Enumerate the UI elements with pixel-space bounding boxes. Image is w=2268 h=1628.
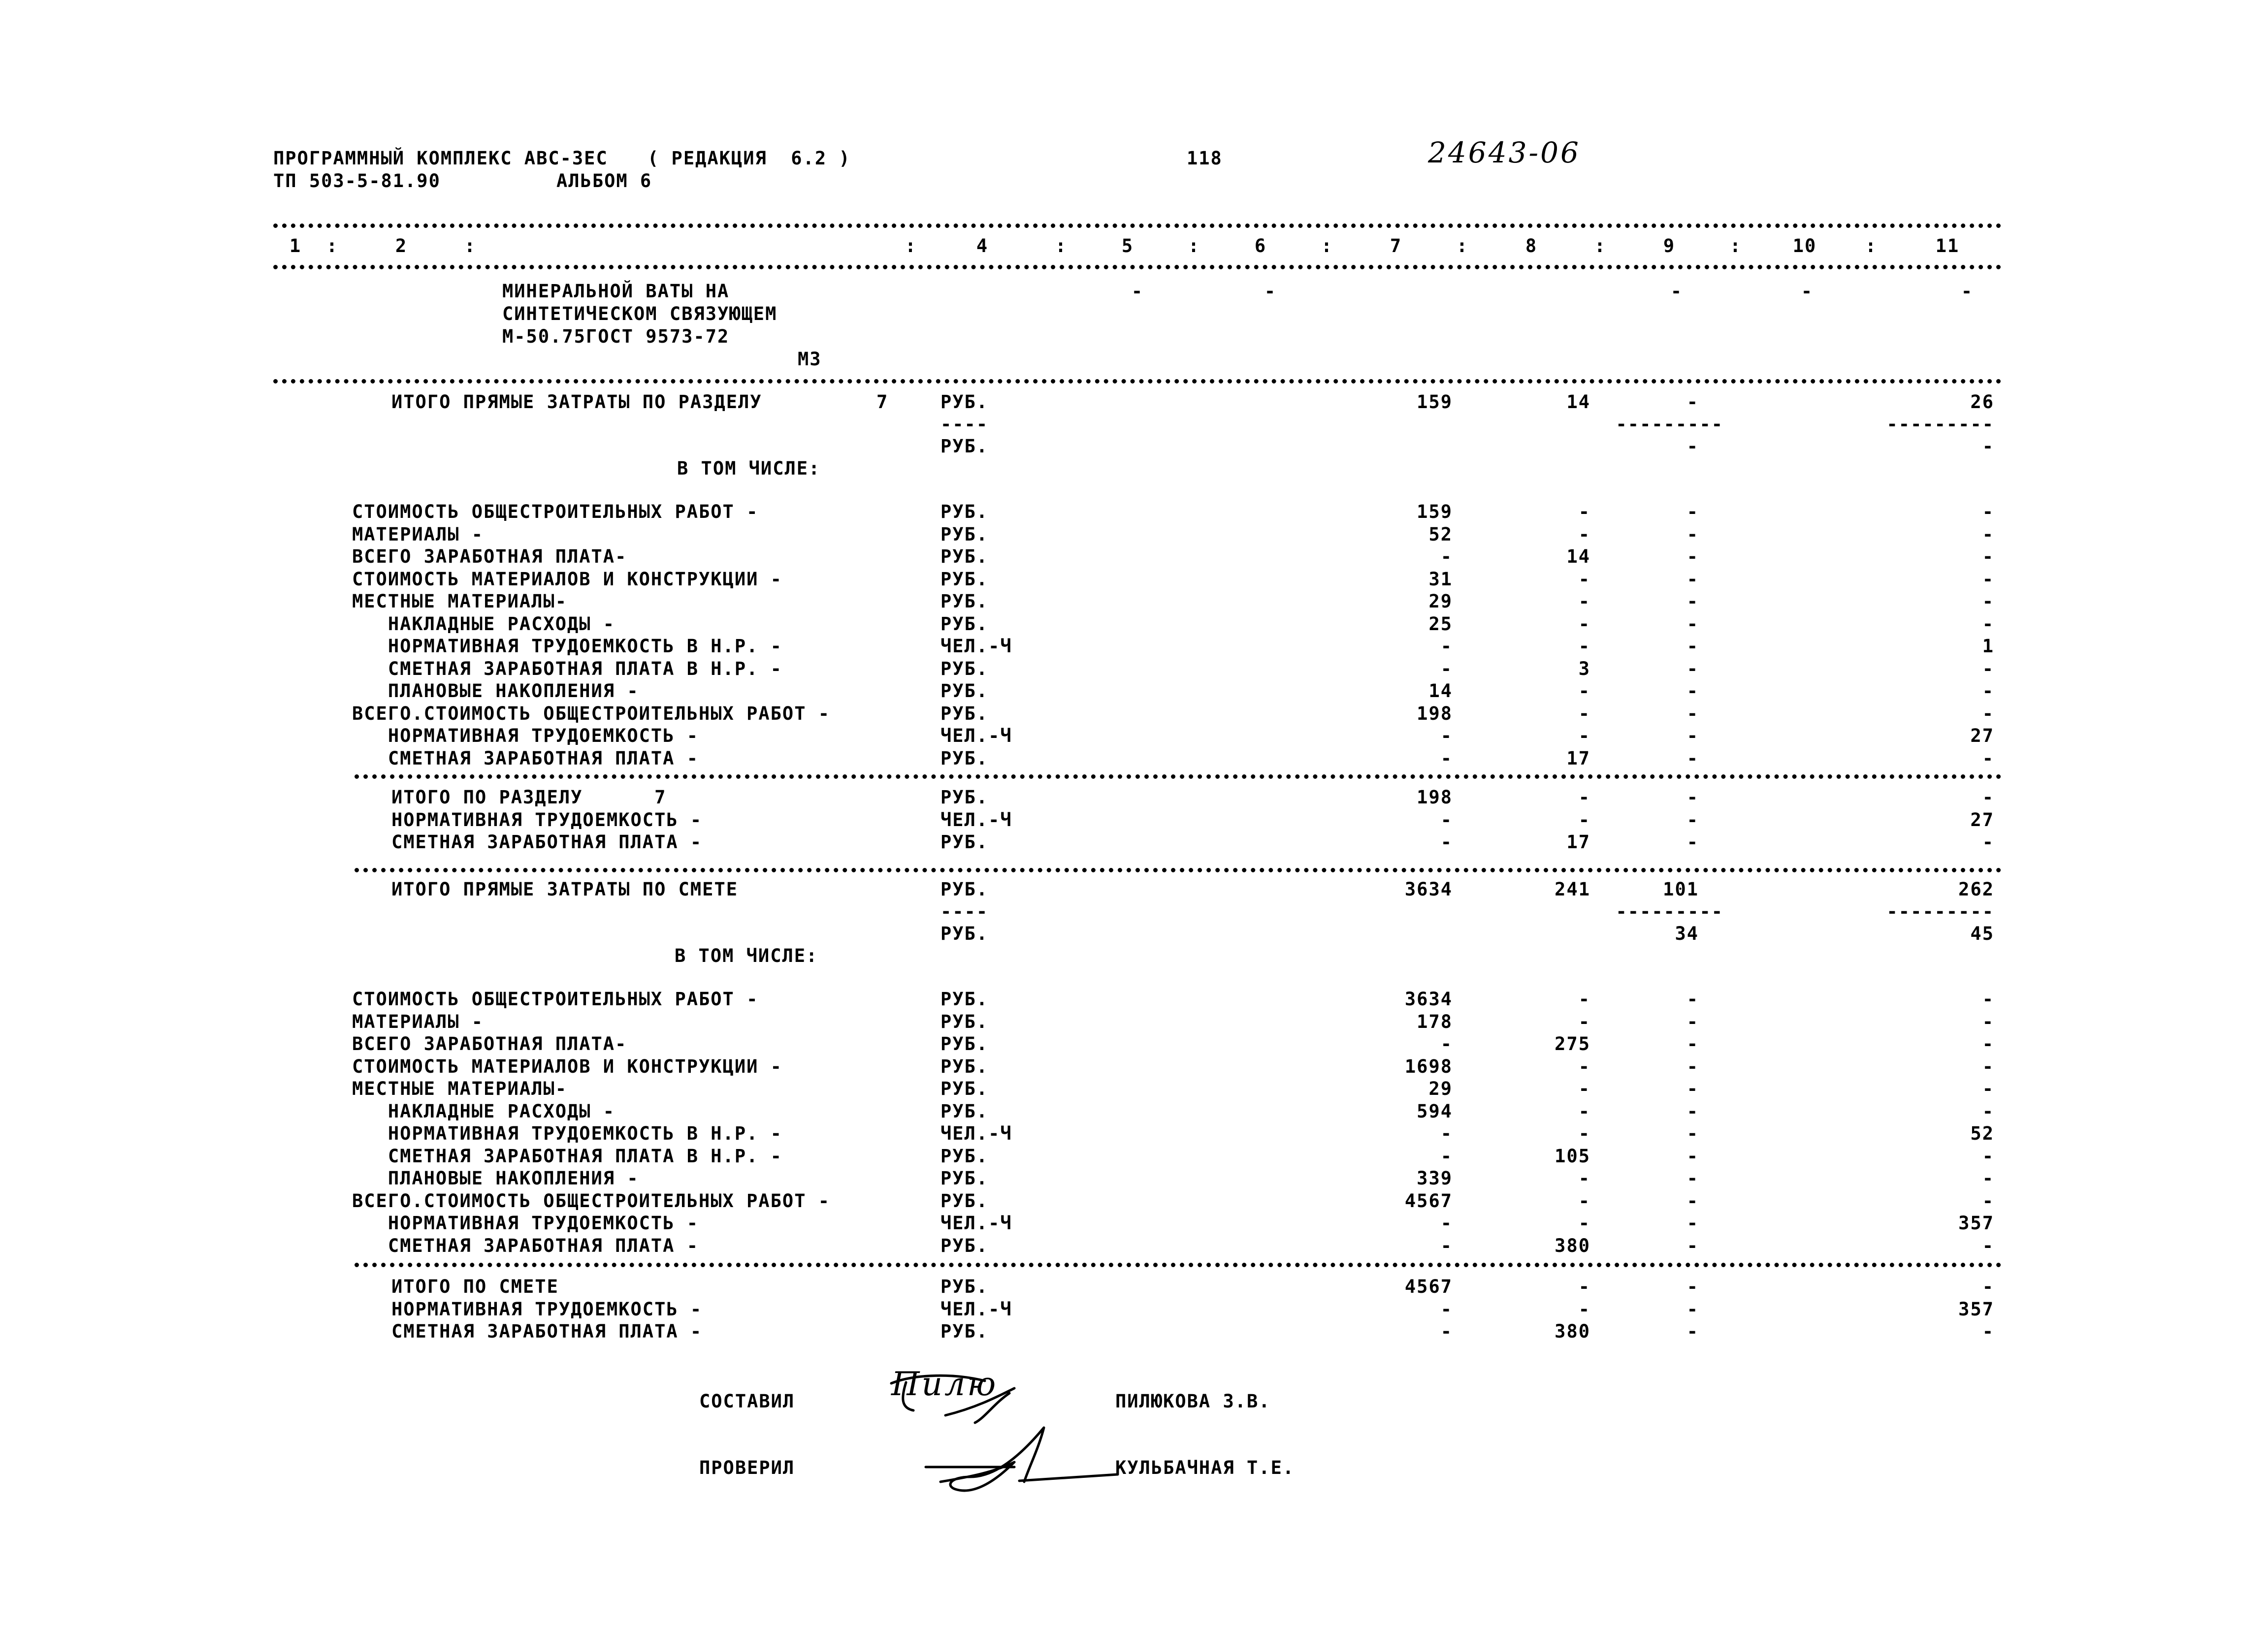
column-header: 7 bbox=[1390, 235, 1402, 256]
value-col7: - bbox=[1440, 1321, 1453, 1342]
value-col8: - bbox=[1578, 1213, 1590, 1234]
value-col11: - bbox=[1982, 1276, 1994, 1297]
value-col8: - bbox=[1578, 1168, 1590, 1189]
row-unit: РУБ. bbox=[940, 613, 989, 635]
value-col7: 4567 bbox=[1404, 1276, 1453, 1297]
direct-costs-section-label: ИТОГО ПРЯМЫЕ ЗАТРАТЫ ПО РАЗДЕЛУ bbox=[391, 391, 762, 413]
value-col9: - bbox=[1686, 787, 1699, 808]
value-col9: - bbox=[1686, 989, 1699, 1010]
value-col9: - bbox=[1686, 1145, 1699, 1167]
value-col7: 29 bbox=[1428, 1078, 1453, 1099]
column-header: 6 bbox=[1254, 235, 1267, 256]
item-description-line: СИНТЕТИЧЕСКОМ СВЯЗУЮЩЕМ bbox=[502, 303, 778, 324]
row-unit: РУБ. bbox=[940, 546, 989, 567]
unit-cell: РУБ. bbox=[940, 391, 989, 413]
row-unit: ЧЕЛ.-Ч bbox=[940, 1213, 1012, 1234]
row-unit: РУБ. bbox=[940, 1276, 989, 1297]
value-col11: 45 bbox=[1970, 923, 1994, 944]
row-unit: РУБ. bbox=[940, 591, 989, 612]
row-unit: РУБ. bbox=[940, 1055, 989, 1077]
value-col11: 26 bbox=[1970, 391, 1994, 413]
value-col11: - bbox=[1982, 680, 1994, 702]
row-label: ВСЕГО ЗАРАБОТНАЯ ПЛАТА- bbox=[352, 546, 627, 567]
value-col8: 3 bbox=[1578, 658, 1590, 679]
row-label: НАКЛАДНЫЕ РАСХОДЫ - bbox=[352, 1100, 616, 1122]
project-code: ТП 503-5-81.90 bbox=[273, 170, 441, 192]
column-separator: : bbox=[905, 235, 917, 256]
value-col11: - bbox=[1982, 1055, 1994, 1077]
value-col8: - bbox=[1578, 809, 1590, 830]
value-col8: 275 bbox=[1555, 1033, 1590, 1054]
row-unit: РУБ. bbox=[940, 1168, 989, 1189]
value-col7: 1698 bbox=[1404, 1055, 1453, 1077]
value-col9: - bbox=[1686, 1078, 1699, 1099]
value-col7: 159 bbox=[1417, 391, 1453, 413]
value-col8: 380 bbox=[1555, 1321, 1590, 1342]
value-col8: 14 bbox=[1566, 546, 1590, 567]
row-label: СМЕТНАЯ ЗАРАБОТНАЯ ПЛАТА - bbox=[391, 831, 703, 853]
row-label: СМЕТНАЯ ЗАРАБОТНАЯ ПЛАТА - bbox=[391, 1321, 703, 1342]
item-unit: М3 bbox=[798, 349, 822, 370]
value-col7: 25 bbox=[1428, 613, 1453, 635]
value-col11: - bbox=[1982, 702, 1994, 724]
value-col8: 105 bbox=[1555, 1145, 1590, 1167]
value-col7: - bbox=[1440, 831, 1453, 853]
value-col7: - bbox=[1440, 636, 1453, 657]
value-col11: - bbox=[1982, 1145, 1994, 1167]
album-number: АЛЬБОМ 6 bbox=[556, 170, 652, 192]
value-col11: - bbox=[1982, 747, 1994, 769]
value-col7: 4567 bbox=[1404, 1190, 1453, 1212]
page-number: 118 bbox=[1187, 148, 1223, 169]
row-label: НОРМАТИВНАЯ ТРУДОЕМКОСТЬ - bbox=[391, 1298, 703, 1320]
unit-cell: РУБ. bbox=[940, 879, 989, 900]
value-col11: - bbox=[1982, 591, 1994, 612]
row-unit: ЧЕЛ.-Ч bbox=[940, 636, 1012, 657]
checked-by-label: ПРОВЕРИЛ bbox=[699, 1457, 795, 1478]
value-col8: - bbox=[1578, 568, 1590, 590]
value-col8: - bbox=[1578, 1078, 1590, 1099]
program-name: ПРОГРАММНЫЙ КОМПЛЕКС АВС-3ЕС bbox=[273, 148, 608, 169]
row-unit: РУБ. bbox=[940, 787, 989, 808]
value-col11: 27 bbox=[1970, 725, 1994, 746]
value-col9: - bbox=[1686, 725, 1699, 746]
column-header: 8 bbox=[1525, 235, 1538, 256]
value-col9: - bbox=[1686, 747, 1699, 769]
value-col9: - bbox=[1686, 501, 1699, 522]
value-col7: - bbox=[1440, 747, 1453, 769]
compiled-by-label: СОСТАВИЛ bbox=[699, 1391, 795, 1412]
value-col9: - bbox=[1686, 658, 1699, 679]
row-label: СТОИМОСТЬ ОБЩЕСТРОИТЕЛЬНЫХ РАБОТ - bbox=[352, 501, 759, 522]
value-col11: - bbox=[1982, 613, 1994, 635]
divider-line bbox=[355, 868, 2002, 872]
cell-mark: - bbox=[1264, 281, 1277, 302]
dash-line: ---- bbox=[940, 414, 989, 435]
row-unit: РУБ. bbox=[940, 568, 989, 590]
column-header: 9 bbox=[1663, 235, 1676, 256]
checked-signature bbox=[911, 1408, 1128, 1506]
value-col8: 17 bbox=[1566, 747, 1590, 769]
item-description-line: М-50.75ГОСТ 9573-72 bbox=[502, 326, 730, 347]
dash-line: --------- bbox=[1616, 414, 1723, 435]
value-col11: - bbox=[1982, 787, 1994, 808]
value-col9: - bbox=[1686, 391, 1699, 413]
value-col9: - bbox=[1686, 1321, 1699, 1342]
row-label: МАТЕРИАЛЫ - bbox=[352, 523, 484, 545]
value-col9: - bbox=[1686, 1235, 1699, 1256]
row-label: НОРМАТИВНАЯ ТРУДОЕМКОСТЬ - bbox=[352, 1213, 699, 1234]
value-col7: 159 bbox=[1417, 501, 1453, 522]
row-unit: РУБ. bbox=[940, 1011, 989, 1032]
value-col9: - bbox=[1686, 523, 1699, 545]
value-col8: - bbox=[1578, 1123, 1590, 1144]
value-col9: - bbox=[1686, 1033, 1699, 1054]
value-col11: - bbox=[1982, 658, 1994, 679]
value-col7: 198 bbox=[1417, 787, 1453, 808]
value-col7: - bbox=[1440, 1145, 1453, 1167]
column-separator: : bbox=[1321, 235, 1333, 256]
row-unit: РУБ. bbox=[940, 680, 989, 702]
value-col11: - bbox=[1982, 523, 1994, 545]
section-number: 7 bbox=[876, 391, 889, 413]
column-separator: : bbox=[1188, 235, 1200, 256]
value-col9: - bbox=[1686, 1190, 1699, 1212]
row-label: НОРМАТИВНАЯ ТРУДОЕМКОСТЬ В Н.Р. - bbox=[352, 636, 782, 657]
value-col7: - bbox=[1440, 1213, 1453, 1234]
value-col7: - bbox=[1440, 1123, 1453, 1144]
row-unit: РУБ. bbox=[940, 1100, 989, 1122]
cell-mark: - bbox=[1131, 281, 1144, 302]
value-col8: - bbox=[1578, 1298, 1590, 1320]
value-col9: - bbox=[1686, 546, 1699, 567]
row-label: НОРМАТИВНАЯ ТРУДОЕМКОСТЬ - bbox=[391, 809, 703, 830]
value-col11: - bbox=[1982, 501, 1994, 522]
value-col9: - bbox=[1686, 1213, 1699, 1234]
column-separator: : bbox=[1594, 235, 1607, 256]
row-unit: РУБ. bbox=[940, 1145, 989, 1167]
column-header: 1 bbox=[289, 235, 302, 256]
divider-line bbox=[355, 1263, 2002, 1267]
value-col8: - bbox=[1578, 702, 1590, 724]
value-col11: - bbox=[1982, 1321, 1994, 1342]
row-unit: РУБ. bbox=[940, 989, 989, 1010]
value-col11: - bbox=[1982, 1100, 1994, 1122]
row-unit: РУБ. bbox=[940, 831, 989, 853]
row-label: ИТОГО ПО СМЕТЕ bbox=[391, 1276, 559, 1297]
value-col9: 101 bbox=[1663, 879, 1699, 900]
row-label: СТОИМОСТЬ ОБЩЕСТРОИТЕЛЬНЫХ РАБОТ - bbox=[352, 989, 759, 1010]
value-col7: 339 bbox=[1417, 1168, 1453, 1189]
row-unit: ЧЕЛ.-Ч bbox=[940, 809, 1012, 830]
value-col11: - bbox=[1982, 1011, 1994, 1032]
row-unit: РУБ. bbox=[940, 1033, 989, 1054]
value-col7: - bbox=[1440, 1298, 1453, 1320]
row-label: НОРМАТИВНАЯ ТРУДОЕМКОСТЬ В Н.Р. - bbox=[352, 1123, 782, 1144]
value-col11: - bbox=[1982, 1033, 1994, 1054]
column-separator: : bbox=[1729, 235, 1742, 256]
value-col11: 357 bbox=[1958, 1213, 1994, 1234]
column-header: 11 bbox=[1935, 235, 1960, 256]
value-col11: - bbox=[1982, 1168, 1994, 1189]
direct-costs-estimate-label: ИТОГО ПРЯМЫЕ ЗАТРАТЫ ПО СМЕТЕ bbox=[391, 879, 739, 900]
value-col9: - bbox=[1686, 436, 1699, 457]
value-col8: - bbox=[1578, 680, 1590, 702]
row-unit: РУБ. bbox=[940, 1078, 989, 1099]
unit-cell: РУБ. bbox=[940, 436, 989, 457]
value-col7: - bbox=[1440, 1235, 1453, 1256]
column-header: 2 bbox=[395, 235, 408, 256]
value-col8: - bbox=[1578, 1055, 1590, 1077]
value-col7: - bbox=[1440, 1033, 1453, 1054]
value-col8: 380 bbox=[1555, 1235, 1590, 1256]
value-col8: - bbox=[1578, 989, 1590, 1010]
row-label: СМЕТНАЯ ЗАРАБОТНАЯ ПЛАТА - bbox=[352, 747, 699, 769]
row-unit: ЧЕЛ.-Ч bbox=[940, 1298, 1012, 1320]
value-col7: 29 bbox=[1428, 591, 1453, 612]
row-label: НОРМАТИВНАЯ ТРУДОЕМКОСТЬ - bbox=[352, 725, 699, 746]
value-col7: - bbox=[1440, 809, 1453, 830]
column-header: 5 bbox=[1121, 235, 1134, 256]
column-separator: : bbox=[1456, 235, 1469, 256]
value-col11: - bbox=[1982, 989, 1994, 1010]
value-col11: 262 bbox=[1958, 879, 1994, 900]
divider-line bbox=[273, 265, 2002, 269]
column-separator: : bbox=[464, 235, 477, 256]
divider-line bbox=[355, 774, 2002, 779]
row-unit: ЧЕЛ.-Ч bbox=[940, 725, 1012, 746]
value-col8: - bbox=[1578, 787, 1590, 808]
row-unit: ЧЕЛ.-Ч bbox=[940, 1123, 1012, 1144]
value-col11: 52 bbox=[1970, 1123, 1994, 1144]
unit-cell: РУБ. bbox=[940, 923, 989, 944]
row-label: СТОИМОСТЬ МАТЕРИАЛОВ И КОНСТРУКЦИИ - bbox=[352, 568, 782, 590]
value-col11: - bbox=[1982, 546, 1994, 567]
value-col11: - bbox=[1982, 1235, 1994, 1256]
value-col11: - bbox=[1982, 568, 1994, 590]
value-col7: 14 bbox=[1428, 680, 1453, 702]
row-label: СМЕТНАЯ ЗАРАБОТНАЯ ПЛАТА - bbox=[352, 1235, 699, 1256]
row-unit: РУБ. bbox=[940, 1190, 989, 1212]
row-unit: РУБ. bbox=[940, 658, 989, 679]
dash-line: --------- bbox=[1616, 901, 1723, 922]
value-col7: 3634 bbox=[1404, 989, 1453, 1010]
value-col9: - bbox=[1686, 1055, 1699, 1077]
cell-mark: - bbox=[1801, 281, 1814, 302]
including-label: В ТОМ ЧИСЛЕ: bbox=[677, 458, 821, 479]
row-label: ПЛАНОВЫЕ НАКОПЛЕНИЯ - bbox=[352, 1168, 639, 1189]
value-col9: - bbox=[1686, 568, 1699, 590]
dash-line: --------- bbox=[1886, 901, 1994, 922]
value-col9: - bbox=[1686, 591, 1699, 612]
value-col8: - bbox=[1578, 523, 1590, 545]
value-col8: - bbox=[1578, 613, 1590, 635]
value-col7: 52 bbox=[1428, 523, 1453, 545]
row-label: МАТЕРИАЛЫ - bbox=[352, 1011, 484, 1032]
value-col8: - bbox=[1578, 725, 1590, 746]
dash-line: ---- bbox=[940, 901, 989, 922]
value-col8: - bbox=[1578, 636, 1590, 657]
row-label: МЕСТНЫЕ МАТЕРИАЛЫ- bbox=[352, 1078, 567, 1099]
value-col11: 1 bbox=[1982, 636, 1994, 657]
value-col8: - bbox=[1578, 1276, 1590, 1297]
dash-line: --------- bbox=[1886, 414, 1994, 435]
column-header: 10 bbox=[1792, 235, 1817, 256]
value-col8: - bbox=[1578, 591, 1590, 612]
row-label: ИТОГО ПО РАЗДЕЛУ 7 bbox=[391, 787, 667, 808]
value-col11: - bbox=[1982, 1190, 1994, 1212]
value-col9: - bbox=[1686, 809, 1699, 830]
value-col8: - bbox=[1578, 1190, 1590, 1212]
value-col9: - bbox=[1686, 831, 1699, 853]
value-col8: 241 bbox=[1555, 879, 1590, 900]
value-col8: 17 bbox=[1566, 831, 1590, 853]
divider-line bbox=[273, 223, 2002, 228]
row-label: ПЛАНОВЫЕ НАКОПЛЕНИЯ - bbox=[352, 680, 639, 702]
document-code: 24643-06 bbox=[1428, 136, 1581, 169]
value-col9: - bbox=[1686, 680, 1699, 702]
row-label: СТОИМОСТЬ МАТЕРИАЛОВ И КОНСТРУКЦИИ - bbox=[352, 1055, 782, 1077]
compiled-by-name: ПИЛЮКОВА З.В. bbox=[1115, 1391, 1271, 1412]
value-col9: - bbox=[1686, 1276, 1699, 1297]
checked-by-name: КУЛЬБАЧНАЯ Т.Е. bbox=[1115, 1457, 1295, 1478]
row-label: ВСЕГО ЗАРАБОТНАЯ ПЛАТА- bbox=[352, 1033, 627, 1054]
value-col9: - bbox=[1686, 1100, 1699, 1122]
value-col9: - bbox=[1686, 613, 1699, 635]
row-unit: РУБ. bbox=[940, 1321, 989, 1342]
value-col11: 27 bbox=[1970, 809, 1994, 830]
value-col9: - bbox=[1686, 702, 1699, 724]
value-col11: 357 bbox=[1958, 1298, 1994, 1320]
value-col7: - bbox=[1440, 546, 1453, 567]
row-label: МЕСТНЫЕ МАТЕРИАЛЫ- bbox=[352, 591, 567, 612]
row-label: СМЕТНАЯ ЗАРАБОТНАЯ ПЛАТА В Н.Р. - bbox=[352, 658, 782, 679]
row-label: ВСЕГО.СТОИМОСТЬ ОБЩЕСТРОИТЕЛЬНЫХ РАБОТ - bbox=[352, 1190, 831, 1212]
value-col7: - bbox=[1440, 725, 1453, 746]
value-col8: - bbox=[1578, 1011, 1590, 1032]
value-col7: 3634 bbox=[1404, 879, 1453, 900]
value-col8: - bbox=[1578, 501, 1590, 522]
item-description-line: МИНЕРАЛЬНОЙ ВАТЫ НА bbox=[502, 281, 730, 302]
value-col11: - bbox=[1982, 1078, 1994, 1099]
value-col8: 14 bbox=[1566, 391, 1590, 413]
row-unit: РУБ. bbox=[940, 1235, 989, 1256]
value-col11: - bbox=[1982, 436, 1994, 457]
value-col7: 178 bbox=[1417, 1011, 1453, 1032]
value-col9: 34 bbox=[1675, 923, 1699, 944]
value-col11: - bbox=[1982, 831, 1994, 853]
value-col9: - bbox=[1686, 1011, 1699, 1032]
value-col7: 198 bbox=[1417, 702, 1453, 724]
compiled-signature: Пилю bbox=[891, 1365, 998, 1403]
value-col9: - bbox=[1686, 1298, 1699, 1320]
value-col9: - bbox=[1686, 636, 1699, 657]
column-separator: : bbox=[1055, 235, 1068, 256]
row-unit: РУБ. bbox=[940, 747, 989, 769]
divider-line bbox=[273, 379, 2002, 383]
cell-mark: - bbox=[1961, 281, 1974, 302]
value-col7: 31 bbox=[1428, 568, 1453, 590]
including-label: В ТОМ ЧИСЛЕ: bbox=[675, 945, 818, 966]
cell-mark: - bbox=[1670, 281, 1683, 302]
row-unit: РУБ. bbox=[940, 501, 989, 522]
column-header-row bbox=[0, 235, 2268, 260]
value-col8: - bbox=[1578, 1100, 1590, 1122]
row-unit: РУБ. bbox=[940, 702, 989, 724]
value-col7: 594 bbox=[1417, 1100, 1453, 1122]
row-label: ВСЕГО.СТОИМОСТЬ ОБЩЕСТРОИТЕЛЬНЫХ РАБОТ - bbox=[352, 702, 831, 724]
value-col9: - bbox=[1686, 1123, 1699, 1144]
row-unit: РУБ. bbox=[940, 523, 989, 545]
column-separator: : bbox=[1865, 235, 1878, 256]
column-header: 4 bbox=[976, 235, 989, 256]
value-col9: - bbox=[1686, 1168, 1699, 1189]
row-label: СМЕТНАЯ ЗАРАБОТНАЯ ПЛАТА В Н.Р. - bbox=[352, 1145, 782, 1167]
row-label: НАКЛАДНЫЕ РАСХОДЫ - bbox=[352, 613, 616, 635]
column-separator: : bbox=[326, 235, 339, 256]
value-col7: - bbox=[1440, 658, 1453, 679]
edition: ( РЕДАКЦИЯ 6.2 ) bbox=[648, 148, 851, 169]
